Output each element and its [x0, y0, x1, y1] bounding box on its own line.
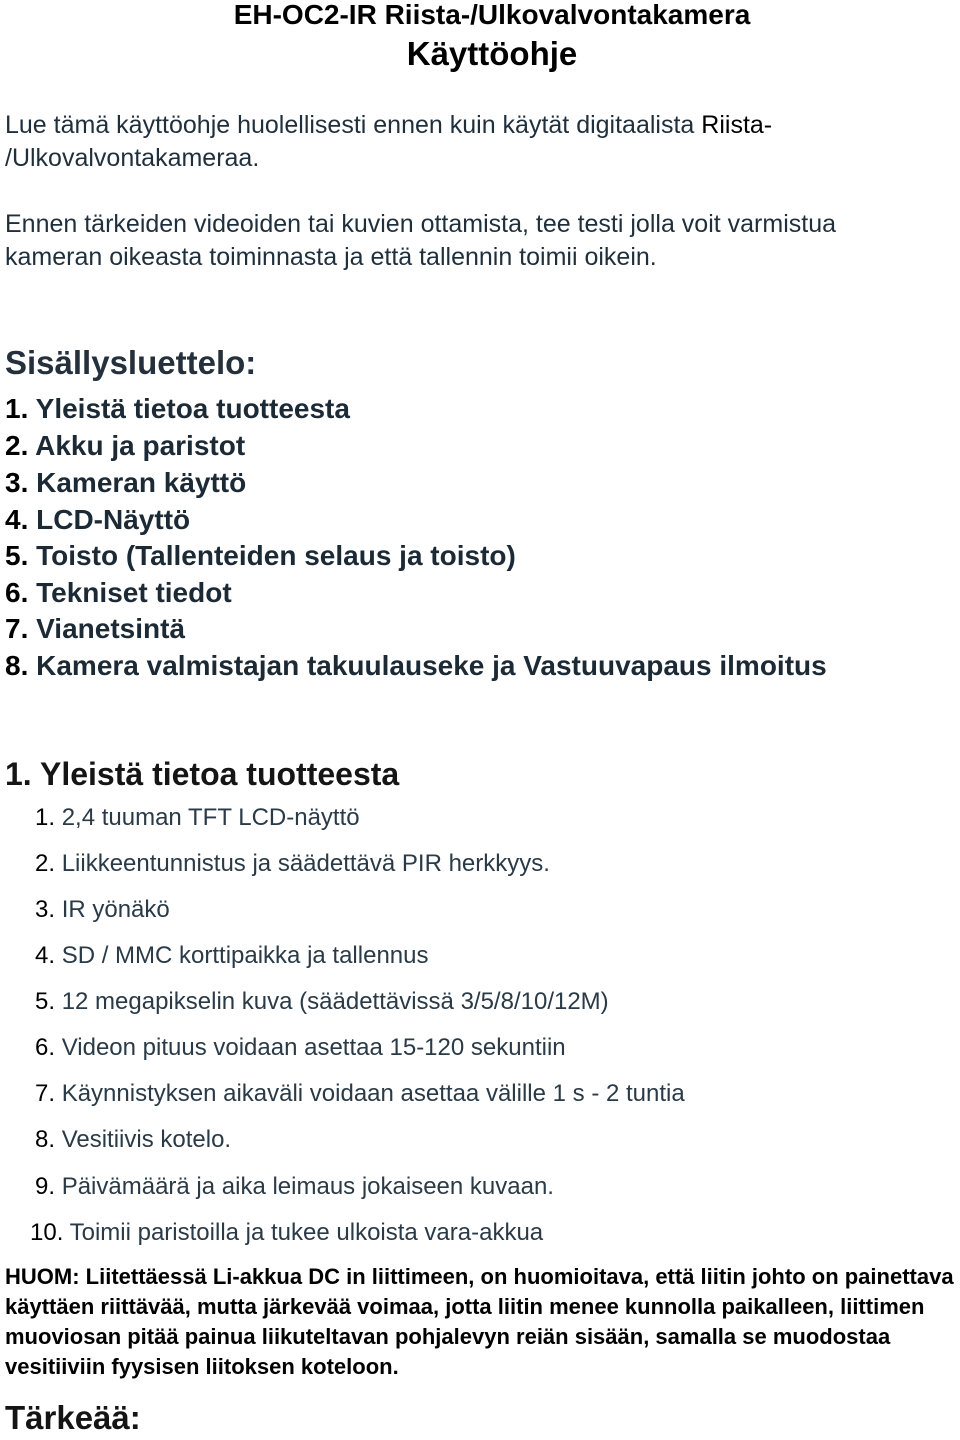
feature-list-item: 9. Päivämäärä ja aika leimaus jokaiseen kuvaan.	[35, 1173, 554, 1200]
toc-item[interactable]: 5. Toisto (Tallenteiden selaus ja toisto)	[5, 540, 516, 571]
toc-item[interactable]: 6. Tekniset tiedot	[5, 577, 232, 608]
feature-list-item: 2. Liikkeentunnistus ja säädettävä PIR herkkyys.	[35, 850, 550, 877]
intro-paragraph-1-line-1: Lue tämä käyttöohje huolellisesti ennen kuin käytät digitaalista Riista-	[5, 111, 773, 139]
feature-list-item: 5. 12 megapikselin kuva (säädettävissä 3/5/8/10/12M)	[35, 988, 609, 1015]
feature-list-item: 7. Käynnistyksen aikaväli voidaan asettaa välille 1 s - 2 tuntia	[35, 1080, 685, 1107]
feature-list-item: 8. Vesitiivis kotelo.	[35, 1126, 232, 1153]
document-title: EH-OC2-IR Riista-/Ulkovalvontakamera	[233, 0, 751, 30]
intro-paragraph-1-line-2: /Ulkovalvontakameraa.	[5, 144, 260, 172]
feature-list-item: 4. SD / MMC korttipaikka ja tallennus	[35, 942, 429, 969]
intro-product-word: Riista-	[701, 111, 773, 139]
toc-heading: Sisällysluettelo:	[5, 344, 257, 381]
feature-list-item: 6. Videon pituus voidaan asettaa 15-120 sekuntiin	[35, 1034, 566, 1061]
toc-item[interactable]: 1. Yleistä tietoa tuotteesta	[5, 393, 350, 424]
toc-item[interactable]: 4. LCD-Näyttö	[5, 504, 191, 535]
toc-item[interactable]: 8. Kamera valmistajan takuulauseke ja Vastuuvapaus ilmoitus	[5, 650, 827, 681]
feature-list-item: 1. 2,4 tuuman TFT LCD-näyttö	[35, 804, 360, 831]
feature-list-item: 3. IR yönäkö	[35, 896, 170, 923]
toc-item[interactable]: 3. Kameran käyttö	[5, 467, 247, 498]
important-heading: Tärkeää:	[5, 1399, 141, 1436]
section-heading: 1. Yleistä tietoa tuotteesta	[5, 756, 400, 792]
toc-item[interactable]: 7. Vianetsintä	[5, 613, 186, 644]
feature-list-item: 10. Toimii paristoilla ja tukee ulkoista vara-akkua	[30, 1219, 544, 1246]
toc-item[interactable]: 2. Akku ja paristot	[5, 430, 246, 461]
intro-paragraph-2-line-2: kameran oikeasta toiminnasta ja että tallennin toimii oikein.	[5, 243, 657, 271]
document-subtitle: Käyttöohje	[406, 35, 578, 72]
warning-note: HUOM: Liitettäessä Li-akkua DC in liittimeen, on huomioitava, että liitin johto on painettava käyttäen riittävää, mutta järkevää voimaa, jotta liitin menee kunnolla paikalleen, liittimen muoviosan pitää painua liikuteltavan pohjalevyn reiän sisään, samalla se muodostaa vesitiiviin fyysisen liitoksen koteloon.	[5, 1264, 954, 1379]
intro-paragraph-2-line-1: Ennen tärkeiden videoiden tai kuvien ottamista, tee testi jolla voit varmistua	[5, 210, 837, 238]
